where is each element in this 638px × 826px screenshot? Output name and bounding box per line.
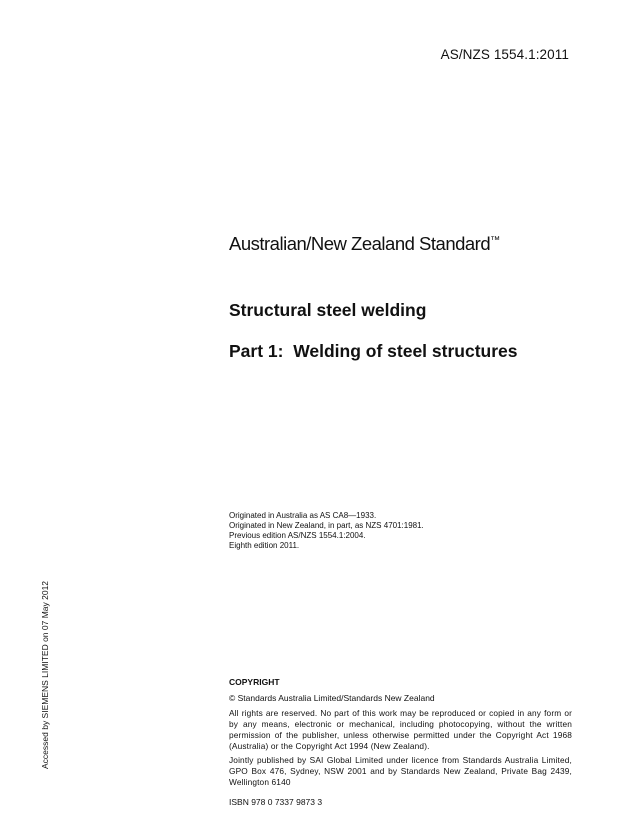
rights-statement: All rights are reserved. No part of this work may be reproduced or copied in any form or by any means, electronic or mechanical, including photocopying, without the written permission of the publisher, unless otherwise permitted under the Copyright Act 1968 (Australia) or the Copyright Act 1994 (New Zealand). bbox=[229, 708, 572, 751]
part-title: Part 1: Welding of steel structures bbox=[229, 341, 518, 361]
standard-type-text: Australian/New Zealand Standard bbox=[229, 233, 491, 254]
isbn-number: ISBN 978 0 7337 9873 3 bbox=[229, 797, 323, 807]
access-watermark: Accessed by SIEMENS LIMITED on 07 May 2012 bbox=[40, 580, 50, 769]
history-line: Originated in Australia as AS CA8—1933. bbox=[229, 511, 377, 520]
main-title: Structural steel welding bbox=[229, 300, 427, 320]
publisher-statement: Jointly published by SAI Global Limited under licence from Standards Australia Limited, GPO Box 476, Sydney, NSW 2001 and by Standards New Zealand, Private Bag 2439, Wellington 6140 bbox=[229, 755, 572, 787]
copyright-block bbox=[229, 677, 572, 791]
history-line: Eighth edition 2011. bbox=[229, 541, 300, 550]
history-line: Previous edition AS/NZS 1554.1:2004. bbox=[229, 531, 366, 540]
history-line: Originated in New Zealand, in part, as NZS 4701:1981. bbox=[229, 521, 424, 530]
edition-history bbox=[229, 511, 424, 551]
copyright-heading: COPYRIGHT bbox=[229, 677, 280, 687]
copyright-owner: © Standards Australia Limited/Standards New Zealand bbox=[229, 693, 435, 703]
document-code: AS/NZS 1554.1:2011 bbox=[440, 47, 569, 62]
trademark-symbol: ™ bbox=[490, 235, 501, 246]
standard-type-heading bbox=[229, 233, 500, 255]
